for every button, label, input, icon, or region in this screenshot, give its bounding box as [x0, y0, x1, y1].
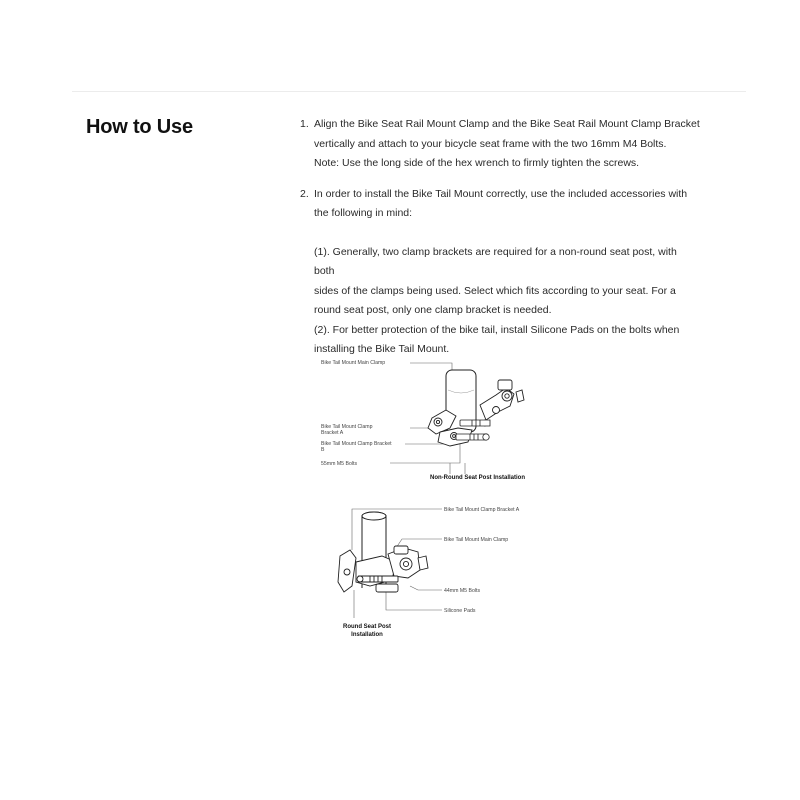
- sub-note-line: sides of the clamps being used. Select which fits according to your seat. For a: [314, 284, 676, 297]
- sub-note-line: round seat post, only one clamp bracket is needed.: [314, 304, 552, 316]
- label-bracket-a-line2: Bracket A: [321, 430, 344, 436]
- section-divider: [72, 91, 746, 92]
- step-line: the following in mind:: [314, 207, 413, 219]
- step-line: In order to install the Bike Tail Mount correctly, use the included accessories with: [314, 187, 688, 200]
- installation-diagram-svg: [300, 350, 560, 650]
- label-bracket-b-line2: B: [321, 447, 325, 453]
- label-main-clamp-bottom: Bike Tail Mount Main Clamp: [444, 537, 509, 543]
- round-diagram: [338, 507, 520, 638]
- label-55mm-bolts: 55mm M5 Bolts: [321, 461, 358, 467]
- step-line: Align the Bike Seat Rail Mount Clamp and the Bike Seat Rail Mount Clamp Bracket: [314, 118, 700, 130]
- step-line: vertically and attach to your bicycle seat frame with the two 16mm M4 Bolts.: [314, 137, 667, 150]
- sub-notes: [314, 243, 700, 360]
- label-bracket-a-bottom: Bike Tail Mount Clamp Bracket A: [444, 507, 520, 513]
- label-main-clamp-top: Bike Tail Mount Main Clamp: [321, 360, 386, 366]
- installation-diagram: [300, 350, 560, 650]
- step-note: Note: Use the long side of the hex wrench to firmly tighten the screws.: [314, 157, 640, 169]
- section-title: How to Use: [86, 116, 193, 138]
- step-2: [300, 185, 700, 360]
- label-bracket-b-line1: Bike Tail Mount Clamp Bracket: [321, 441, 392, 447]
- step-1: [300, 115, 700, 174]
- sub-note-line: (1). Generally, two clamp brackets are required for a non-round seat post, with both: [314, 245, 677, 277]
- label-silicone-pads: Silicone Pads: [444, 608, 476, 614]
- instruction-steps: [300, 115, 700, 360]
- sub-note-line: installing the Bike Tail Mount.: [314, 343, 450, 355]
- non-round-diagram: [321, 360, 525, 481]
- caption-non-round: Non-Round Seat Post Installation: [430, 475, 526, 481]
- label-bracket-a-line1: Bike Tail Mount Clamp: [321, 424, 373, 430]
- caption-round-line1: Round Seat Post: [342, 624, 392, 630]
- caption-round-line2: Installation: [351, 632, 383, 638]
- step-body: [314, 185, 700, 360]
- label-44mm-bolts: 44mm M5 Bolts: [444, 588, 481, 594]
- sub-note-line: (2). For better protection of the bike tail, install Silicone Pads on the bolts when: [314, 323, 680, 336]
- step-number: 1.: [300, 118, 309, 130]
- step-number: 2.: [300, 187, 309, 200]
- step-body: [314, 115, 700, 174]
